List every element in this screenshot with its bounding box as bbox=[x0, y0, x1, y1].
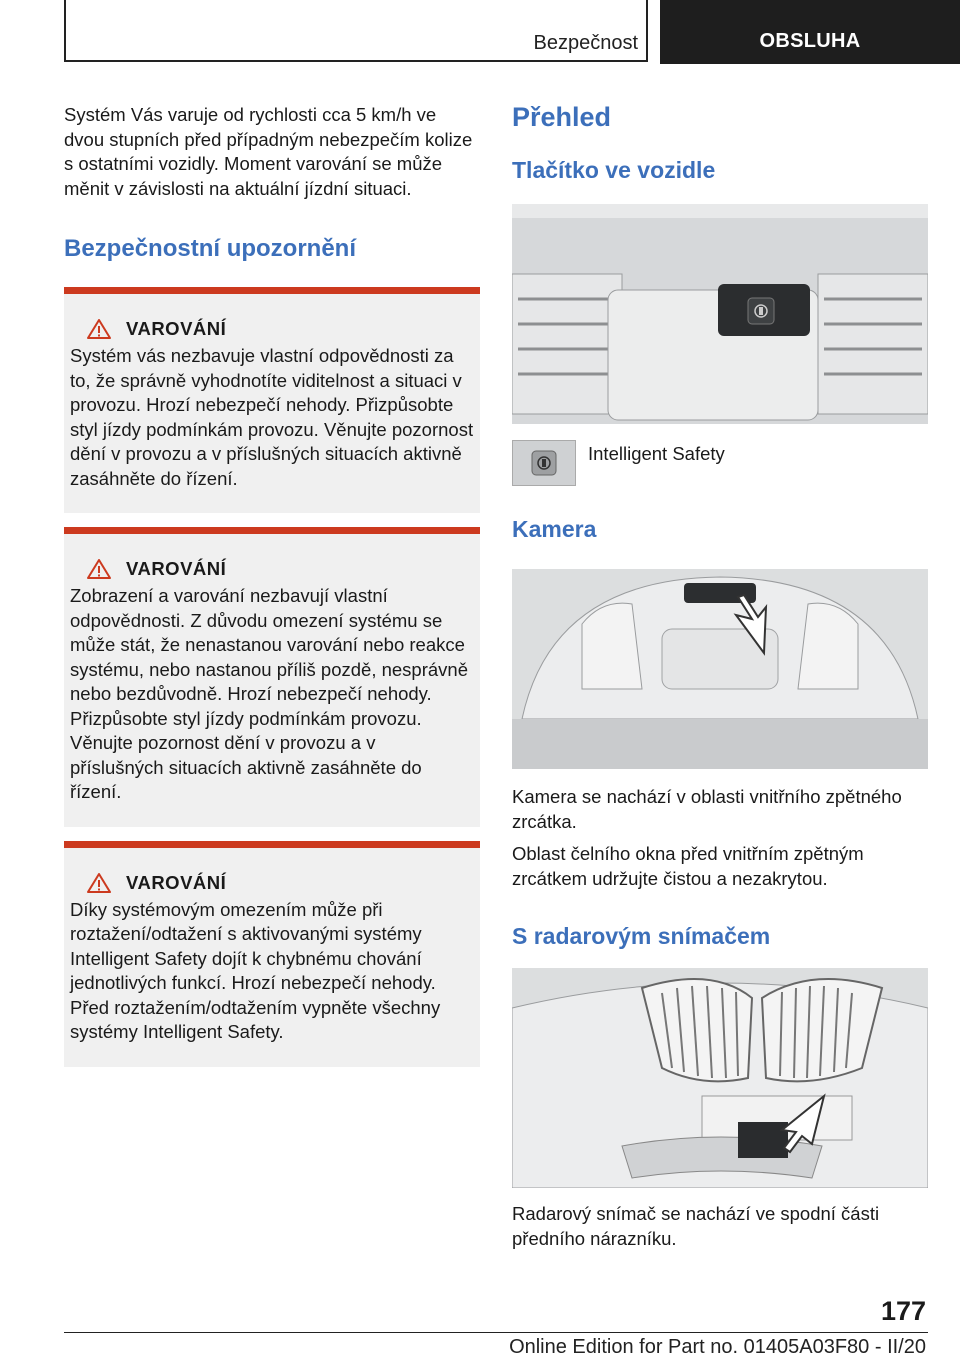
camera-clean-text: Oblast čelního okna před vnitřním zpětným zrcátkem udržujte čistou a nezakrytou. bbox=[512, 843, 864, 889]
intelligent-safety-button-icon bbox=[512, 440, 576, 486]
dashboard-illustration bbox=[512, 204, 928, 424]
warning-triangle-icon bbox=[86, 318, 112, 340]
warning-triangle-icon bbox=[86, 558, 112, 580]
button-subheading: Tlačítko ve vozidle bbox=[512, 157, 716, 183]
radar-subheading: S radarovým snímačem bbox=[512, 923, 771, 949]
warning-text: Díky systémovým omezením může při roztažení/odtažení s aktivovanými systémy Intelligent Safety dojít k chybnému chování jednotlivých funkcí. Hrozí nebezpečí nehody. Před roztažením/odtažením vypněte všechny systémy Intelligent Safety. bbox=[70, 898, 441, 1042]
left-column bbox=[64, 98, 480, 1067]
camera-subheading: Kamera bbox=[512, 516, 597, 542]
page-number: 177 bbox=[880, 1296, 926, 1326]
warning-box bbox=[64, 841, 480, 1067]
warning-title: VAROVÁNÍ bbox=[126, 871, 227, 893]
camera-location-text: Kamera se nachází v oblasti vnitřního zpětného zrcátka. bbox=[512, 786, 902, 832]
warning-text: Systém vás nezbavuje vlastní odpovědnosti za to, že správně vyhodnotíte viditelnost a situaci v provozu. Hrozí nebezpečí nehody. Přizpůsobte styl jízdy podmínkám provozu. Věnujte pozornost dění v provozu a v příslušných situacích aktivně zasáhněte do řízení. bbox=[70, 345, 474, 489]
radar-location-text: Radarový snímač se nachází ve spodní části předního nárazníku. bbox=[512, 1203, 880, 1249]
footer-divider bbox=[64, 1332, 928, 1333]
warning-triangle-icon bbox=[86, 872, 112, 894]
bumper-illustration bbox=[512, 968, 928, 1188]
interior-illustration bbox=[512, 569, 928, 769]
safety-heading: Bezpečnostní upozornění bbox=[64, 235, 357, 262]
warning-title: VAROVÁNÍ bbox=[126, 558, 227, 579]
warning-title-row bbox=[70, 872, 474, 894]
edition-footer: Online Edition for Part no. 01405A03F80 - II/20 bbox=[509, 1336, 926, 1358]
warning-box bbox=[64, 287, 480, 513]
overview-heading: Přehled bbox=[512, 102, 612, 132]
intro-paragraph: Systém Vás varuje od rychlosti cca 5 km/h ve dvou stupních před případným nebezpečím kolize s ostatními vozidly. Moment varování se může měnit v závislosti na aktuální jízdní situaci. bbox=[64, 104, 473, 199]
intelligent-safety-label: Intelligent Safety bbox=[588, 443, 725, 464]
warning-title: VAROVÁNÍ bbox=[126, 318, 227, 339]
warning-title-row bbox=[70, 558, 474, 580]
header-section-title: Bezpečnost bbox=[533, 32, 638, 54]
warning-text: Zobrazení a varování nezbavují vlastní odpovědnosti. Z důvodu omezení systému se může stát, že nenastanou varování nebo reakce systému, nebo nastanou příliš pozdě, nesprávně nebo bezdůvodně. Hrozí nebezpečí nehody. Přizpůsobte styl jízdy podmínkám provozu. Věnujte pozornost dění v provozu a v příslušných situacích aktivně zasáhněte do řízení. bbox=[70, 585, 468, 802]
warning-title-row bbox=[70, 318, 474, 340]
header-chapter-tab: OBSLUHA bbox=[660, 0, 960, 64]
dashboard-button-image bbox=[512, 204, 928, 424]
camera-location-image bbox=[512, 569, 928, 769]
right-column bbox=[512, 98, 928, 1251]
radar-location-image bbox=[512, 968, 928, 1188]
warning-box bbox=[64, 527, 480, 827]
button-legend-row bbox=[512, 440, 928, 486]
